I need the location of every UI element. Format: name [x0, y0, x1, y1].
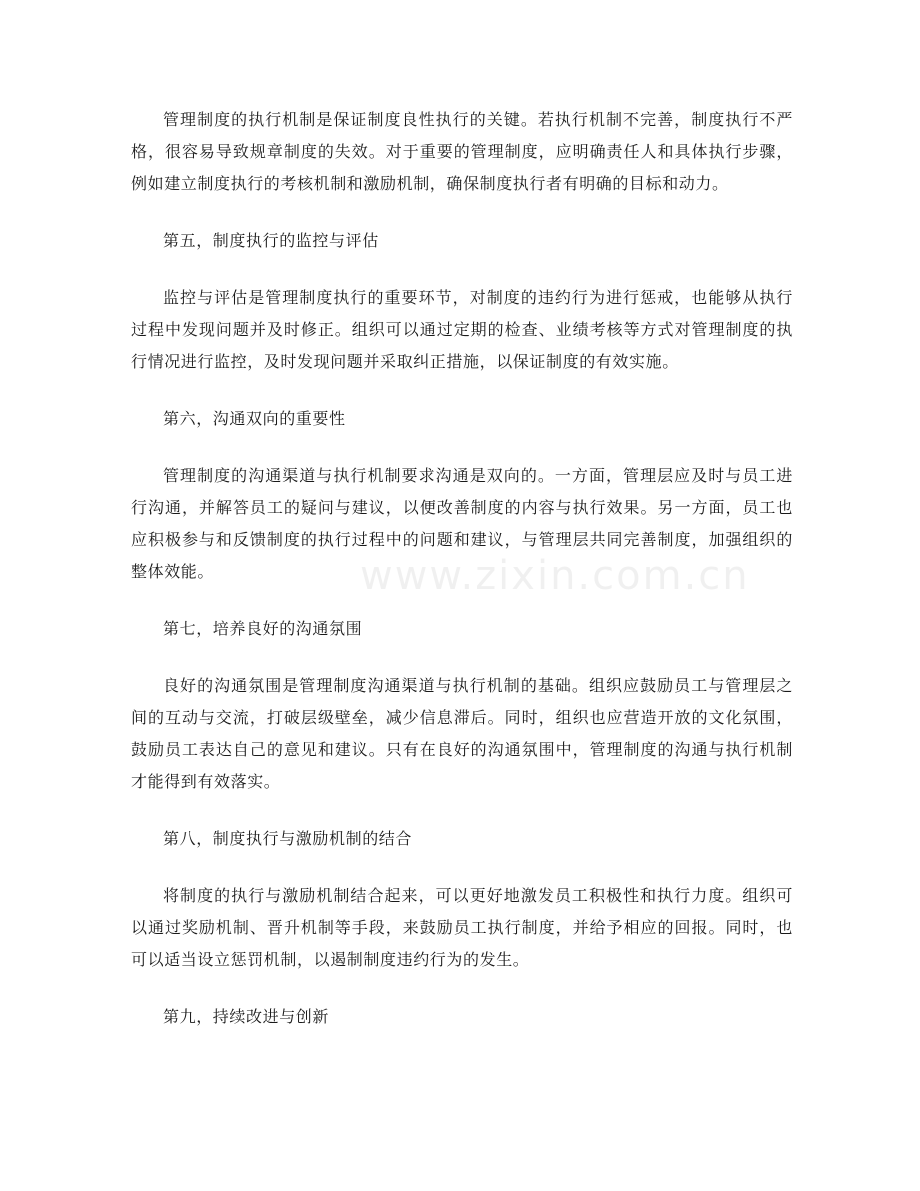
document-body — [131, 104, 793, 1058]
section-heading-9: 第九，持续改进与创新 — [163, 1007, 330, 1026]
paragraph-monitoring: 监控与评估是管理制度执行的重要环节，对制度的违约行为进行惩戒，也能够从执行过程中发现问题并及时修正。组织可以通过定期的检查、业绩考核等方式对管理制度的执行情况进行监控，及时发现问题并采取纠正措施，以保证制度的有效实施。 — [131, 288, 793, 371]
paragraph-incentive-mechanism: 将制度的执行与激励机制结合起来，可以更好地激发员工积极性和执行力度。组织可以通过奖励机制、晋升机制等手段，来鼓励员工执行制度，并给予相应的回报。同时，也可以适当设立惩罚机制，以遏制制度违约行为的发生。 — [131, 886, 793, 969]
section-heading-5: 第五，制度执行的监控与评估 — [163, 231, 379, 250]
paragraph-two-way-communication: 管理制度的沟通渠道与执行机制要求沟通是双向的。一方面，管理层应及时与员工进行沟通，并解答员工的疑问与建议，以便改善制度的内容与执行效果。另一方面，员工也应积极参与和反馈制度的执行过程中的问题和建议，与管理层共同完善制度，加强组织的整体效能。 — [131, 466, 793, 581]
section-heading-6: 第六，沟通双向的重要性 — [163, 409, 346, 428]
section-heading-8: 第八，制度执行与激励机制的结合 — [163, 829, 413, 848]
watermark: www.zixin.com.cn — [360, 553, 750, 599]
paragraph-communication-atmosphere: 良好的沟通氛围是管理制度沟通渠道与执行机制的基础。组织应鼓励员工与管理层之间的互动与交流，打破层级壁垒，减少信息滞后。同时，组织也应营造开放的文化氛围，鼓励员工表达自己的意见和建议。只有在良好的沟通氛围中，管理制度的沟通与执行机制才能得到有效落实。 — [131, 676, 793, 791]
paragraph-execution-mechanism: 管理制度的执行机制是保证制度良性执行的关键。若执行机制不完善，制度执行不严格，很容易导致规章制度的失效。对于重要的管理制度，应明确责任人和具体执行步骤，例如建立制度执行的考核机制和激励机制，确保制度执行者有明确的目标和动力。 — [131, 110, 793, 193]
section-heading-7: 第七，培养良好的沟通氛围 — [163, 619, 363, 638]
